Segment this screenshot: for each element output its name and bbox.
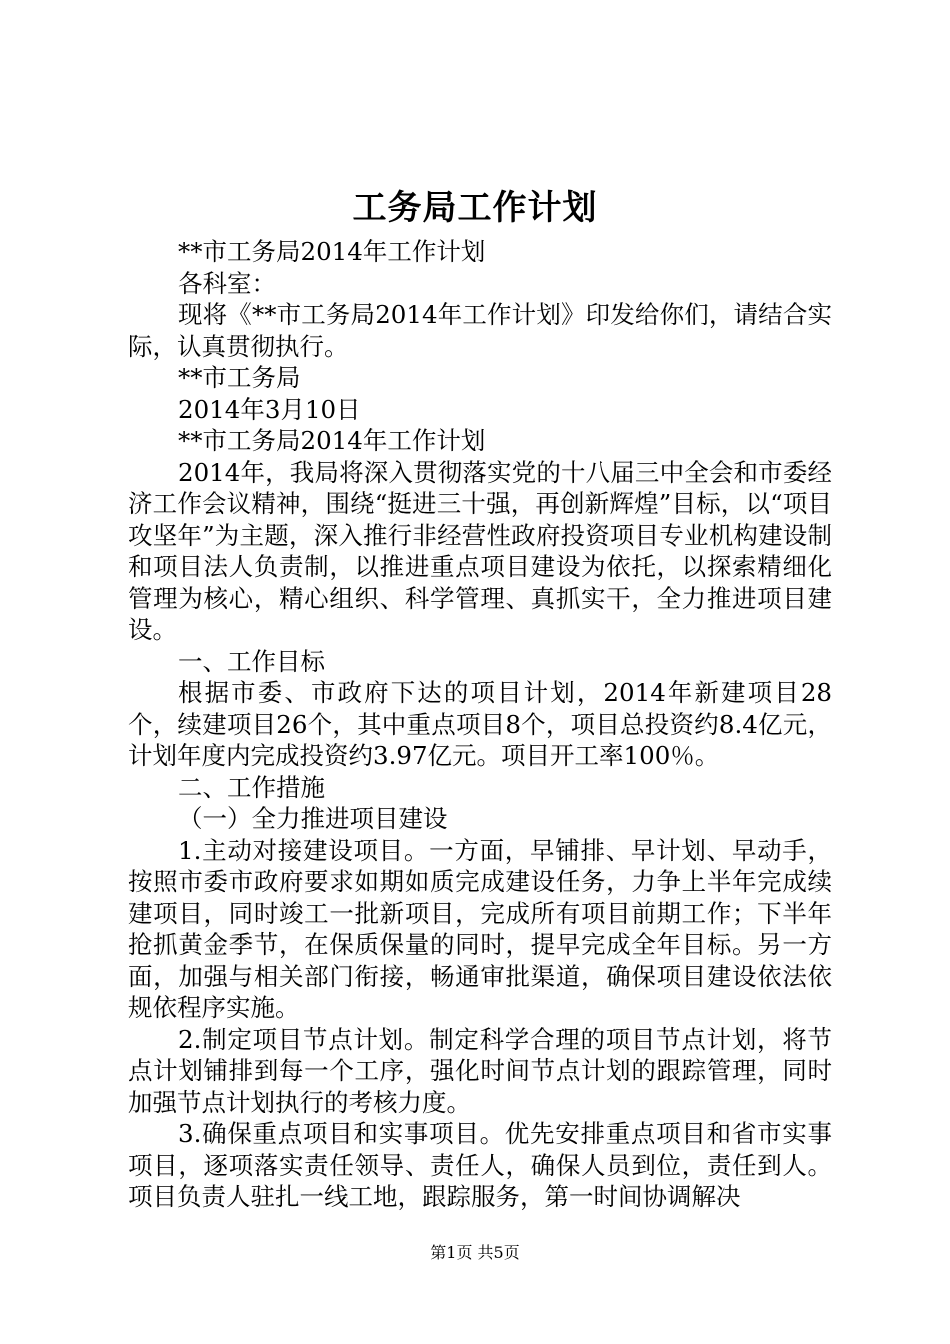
- paragraph-salutation: 各科室：: [178, 268, 276, 298]
- section-heading-measures: 二、工作措施: [178, 772, 325, 802]
- document-title: 工务局工作计划: [352, 188, 598, 228]
- page-number-footer: 第1页 共5页: [430, 1243, 520, 1262]
- paragraph-notice-body: 现将《**市工务局2014年工作计划》印发给你们，请结合实际，认真贯彻执行。: [128, 300, 832, 361]
- paragraph-measure-3: 3.确保重点项目和实事项目。优先安排重点项目和省市实事项目，逐项落实责任领导、责任人，确保人员到位，责任到人。项目负责人驻扎一线工地，跟踪服务，第一时间协调解决: [128, 1119, 832, 1211]
- paragraph-measure-2: 2.制定项目节点计划。制定科学合理的项目节点计划，将节点计划铺排到每一个工序，强化时间节点计划的跟踪管理，同时加强节点计划执行的考核力度。: [128, 1024, 832, 1117]
- paragraph-measure-1: 1.主动对接建设项目。一方面，早铺排、早计划、早动手，按照市委市政府要求如期如质完成建设任务，力争上半年完成续建项目，同时竣工一批新项目，完成所有项目前期工作；下半年抢抓黄金季节，在保质保量的同时，提早完成全年目标。另一方面，加强与相关部门衔接，畅通审批渠道，确保项目建设依法依规依程序实施。: [128, 835, 832, 1022]
- paragraph-issuer: **市工务局: [178, 363, 301, 392]
- subsection-heading-projects: （一）全力推进项目建设: [178, 804, 448, 833]
- section-heading-goals: 一、工作目标: [178, 646, 325, 676]
- paragraph-heading-notice: **市工务局2014年工作计划: [178, 237, 486, 266]
- document-body: [128, 236, 832, 1213]
- paragraph-intro: 2014年，我局将深入贯彻落实党的十八届三中全会和市委经济工作会议精神，围绕“挺进三十强，再创新辉煌”目标，以“项目攻坚年”为主题，深入推行非经营性政府投资项目专业机构建设制和项目法人负责制，以推进重点项目建设为依托，以探索精细化管理为核心，精心组织、科学管理、真抓实干，全力推进项目建设。: [128, 457, 832, 644]
- paragraph-goals: 根据市委、市政府下达的项目计划，2014年新建项目28个，续建项目26个，其中重点项目8个，项目总投资约8.4亿元，计划年度内完成投资约3.97亿元。项目开工率100％。: [128, 678, 832, 770]
- paragraph-plan-heading: **市工务局2014年工作计划: [178, 426, 486, 455]
- paragraph-date: 2014年3月10日: [178, 394, 361, 424]
